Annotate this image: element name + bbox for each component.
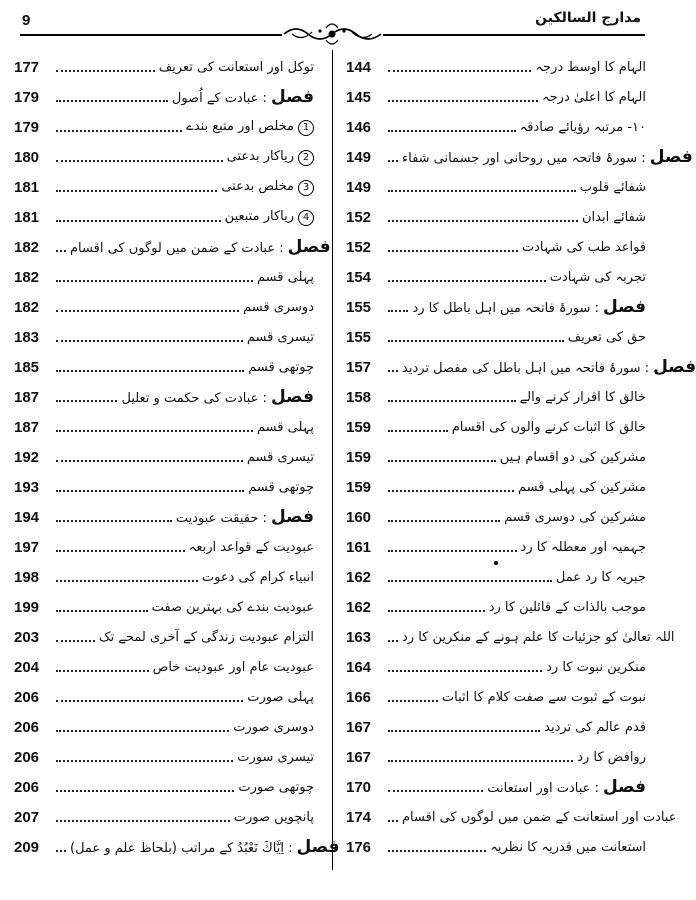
dot-leader: [56, 692, 243, 702]
toc-entry-title: [452, 420, 646, 435]
dot-leader: [56, 62, 155, 72]
fasl-label: فصل: [653, 357, 696, 377]
toc-page-number: 187: [14, 418, 40, 436]
toc-entry: [346, 112, 646, 142]
column-divider: [332, 50, 333, 870]
fasl-label: فصل: [270, 507, 314, 527]
toc-entry-text: پہلی صورت: [247, 689, 314, 705]
toc-page-number: 203: [14, 628, 40, 646]
toc-entry: [14, 442, 314, 472]
toc-page-number: 198: [14, 568, 40, 586]
toc-entry-title: [238, 780, 314, 795]
dot-leader: [56, 272, 253, 282]
toc-entry: [14, 472, 314, 502]
toc-entry: [14, 202, 314, 232]
toc-page-number: 149: [346, 148, 372, 166]
dot-leader: [388, 812, 398, 822]
toc-entry: [346, 322, 646, 352]
fasl-label: فصل: [287, 237, 331, 257]
dot-leader: [388, 422, 448, 432]
toc-page-number: 163: [346, 628, 372, 646]
toc-entry-title: [544, 720, 646, 735]
dot-leader: [388, 452, 496, 462]
toc-entry-text: : اِیَّاكَ نَعْبُدُ کے مراتب (بلحاظ علم و عمل): [70, 841, 293, 856]
toc-entry: [346, 412, 646, 442]
dot-leader: [56, 632, 95, 642]
toc-entry: [14, 772, 314, 802]
toc-entry-text: : سورۂ فاتحہ میں روحانی اور جسمانی شفاء: [402, 151, 646, 166]
toc-entry: [14, 742, 314, 772]
dot-leader: [56, 422, 253, 432]
toc-entry-title: [402, 630, 675, 645]
toc-page-number: 204: [14, 658, 40, 676]
toc-entry-text: ۱۰- مرتبہ رؤیائے صادقہ: [519, 119, 646, 135]
dot-leader: [388, 212, 578, 222]
toc-entry-text: جبریہ کا رد عمل: [555, 569, 646, 585]
toc-entry-title: [257, 420, 314, 435]
toc-entry-text: الہام کا اوسط درجہ: [535, 59, 646, 75]
toc-entry-title: [153, 660, 314, 675]
toc-entry: [14, 172, 314, 202]
toc-entry: [14, 802, 314, 832]
dot-leader: [388, 692, 438, 702]
dot-leader: [388, 152, 398, 162]
toc-entry: [346, 622, 675, 652]
toc-entry-title: [202, 570, 314, 585]
toc-entry-text: قواعد طب کی شہادت: [521, 239, 646, 255]
dot-leader: [388, 302, 408, 312]
toc-entry: [346, 52, 646, 82]
toc-entry-text: عبادت اور استعانت کے ضمن میں لوگوں کی اقسام: [402, 809, 677, 825]
toc-entry-title: [248, 480, 314, 495]
toc-entry-title: [189, 540, 314, 555]
toc-entry-title: [535, 60, 646, 75]
toc-page-number: 182: [14, 238, 40, 256]
toc-entry-text: مخلص بدعتی: [221, 178, 294, 194]
toc-entry: [14, 712, 314, 742]
circled-number: 2: [298, 150, 314, 166]
toc-entry-text: ریاکار متبعین: [224, 208, 294, 224]
toc-entry: [14, 52, 314, 82]
toc-page-number: 159: [346, 478, 372, 496]
toc-entry: [346, 712, 646, 742]
toc-entry: [14, 382, 314, 412]
toc-entry-text: تیسری قسم: [246, 329, 314, 345]
toc-page-number: 161: [346, 538, 372, 556]
toc-entry-title: [121, 387, 314, 407]
toc-entry: [346, 832, 646, 862]
toc-page-number: 162: [346, 598, 372, 616]
toc-entry-text: پہلی قسم: [257, 269, 314, 285]
toc-entry-text: تیسری سورت: [237, 749, 314, 765]
toc-entry-title: [402, 147, 693, 167]
toc-entry-title: [237, 750, 314, 765]
toc-entry-title: [487, 777, 646, 797]
dot-leader: [56, 392, 117, 402]
toc-entry-text: توکل اور استعانت کی تعریف: [158, 59, 314, 75]
toc-page-number: 197: [14, 538, 40, 556]
toc-entry-title: [442, 690, 646, 705]
toc-left-column: [14, 52, 340, 862]
toc-entry: [346, 292, 646, 322]
toc-entry: [346, 262, 646, 292]
toc-entry-title: [546, 660, 646, 675]
toc-entry-title: [243, 300, 314, 315]
toc-page-number: 187: [14, 388, 40, 406]
dot-leader: [388, 122, 516, 132]
dot-leader: [56, 662, 149, 672]
toc-entry-title: [522, 240, 646, 255]
toc-entry-text: مشرکین کی دوسری قسم: [504, 509, 646, 525]
dot-leader: [56, 362, 244, 372]
toc-page-number: 154: [346, 268, 372, 286]
toc-page-number: 160: [346, 508, 372, 526]
toc-entry: [14, 622, 314, 652]
dot-leader: [388, 542, 517, 552]
fasl-label: فصل: [649, 147, 693, 167]
dot-leader: [56, 782, 234, 792]
dot-leader: [56, 242, 66, 252]
toc-entry-text: دوسری صورت: [233, 719, 314, 735]
dot-leader: [388, 92, 538, 102]
toc-entry: [346, 772, 646, 802]
toc-page-number: 167: [346, 718, 372, 736]
toc-entry: [346, 592, 646, 622]
toc-entry-text: موجب بالذات کے قائلین کا رد: [488, 599, 646, 615]
circled-number: 3: [298, 180, 314, 196]
toc-entry: [346, 532, 646, 562]
toc-entry: [14, 562, 314, 592]
toc-entry-title: [577, 750, 646, 765]
toc-entry-title: [225, 209, 314, 226]
toc-page-number: 209: [14, 838, 40, 856]
dot-leader: [56, 482, 244, 492]
toc-page-number: 166: [346, 688, 372, 706]
toc-page-number: 179: [14, 118, 40, 136]
dot-leader: [56, 122, 182, 132]
toc-page-number: 206: [14, 748, 40, 766]
header-ornament-icon: [282, 18, 383, 48]
dot-leader: [56, 722, 229, 732]
toc-entry-title: [402, 810, 677, 825]
toc-entry-title: [172, 87, 314, 107]
toc-entry-text: شفائے ابدان: [581, 209, 646, 225]
toc-entry-title: [556, 570, 646, 585]
dot-leader: [56, 302, 239, 312]
toc-entry-text: : عبادت کی حکمت و تعلیل: [121, 391, 267, 406]
dot-leader: [388, 572, 552, 582]
toc-entry: [346, 232, 646, 262]
toc-entry: [14, 292, 314, 322]
toc-entry-title: [568, 330, 646, 345]
toc-entry: [14, 232, 331, 262]
toc-entry-title: [221, 179, 314, 196]
toc-entry-title: [70, 837, 340, 857]
dot-leader: [56, 752, 233, 762]
toc-entry-text: تیسری قسم: [246, 449, 314, 465]
dot-leader: [388, 182, 576, 192]
dot-leader: [388, 62, 531, 72]
toc-entry-text: تجربہ کی شہادت: [549, 269, 646, 285]
toc-page-number: 174: [346, 808, 372, 826]
toc-page-number: 155: [346, 328, 372, 346]
toc-right-column: [346, 52, 696, 862]
toc-entry-title: [412, 297, 646, 317]
toc-page-number: 207: [14, 808, 40, 826]
toc-entry-title: [500, 450, 646, 465]
toc-entry-text: مخلص اور متبع بندے: [186, 118, 294, 134]
toc-entry-text: استعانت میں قدریہ کا نظریہ: [490, 839, 646, 855]
toc-entry-text: جہمیہ اور معطلہ کا رد: [520, 539, 646, 555]
toc-entry-title: [99, 630, 314, 645]
toc-entry-title: [257, 270, 314, 285]
toc-entry: [14, 502, 314, 532]
toc-entry-text: منکرین نبوت کا رد: [546, 659, 646, 675]
toc-entry: [14, 82, 314, 112]
toc-entry: [346, 742, 646, 772]
toc-entry-text: شفائے قلوب: [579, 179, 646, 195]
toc-entry-text: ریاکار بدعتی: [226, 148, 294, 164]
book-title: مدارج السالكين: [535, 10, 641, 26]
toc-entry-text: قدم عالم کی تردید: [544, 719, 646, 735]
toc-entry-title: [247, 450, 314, 465]
toc-page-number: 167: [346, 748, 372, 766]
fasl-label: فصل: [602, 297, 646, 317]
toc-entry-text: عبودیت کے قواعد اربعہ: [188, 539, 314, 555]
toc-entry-title: [233, 720, 314, 735]
dot-leader: [388, 332, 564, 342]
toc-page-number: 158: [346, 388, 372, 406]
toc-entry-text: مشرکین کی دو اقسام ہیں: [499, 449, 646, 465]
toc-entry-title: [247, 690, 314, 705]
toc-entry-title: [176, 507, 314, 527]
dot-leader: [56, 842, 66, 852]
toc-entry-title: [504, 510, 646, 525]
toc-entry-text: اللہ تعالیٰ کو جزئیات کا علم ہونے کے منکرین کا رد: [402, 629, 675, 645]
dot-leader: [56, 182, 217, 192]
dot-leader: [388, 482, 514, 492]
toc-entry-text: حق کی تعریف: [567, 329, 646, 345]
dot-leader: [56, 152, 223, 162]
toc-page-number: 183: [14, 328, 40, 346]
toc-page-number: 155: [346, 298, 372, 316]
toc-entry: [346, 652, 646, 682]
dot-leader: [56, 602, 148, 612]
toc-page-number: 162: [346, 568, 372, 586]
page-header: [0, 0, 665, 46]
toc-page-number: 194: [14, 508, 40, 526]
toc-page-number: 181: [14, 208, 40, 226]
toc-entry: [346, 502, 646, 532]
toc-page-number: 170: [346, 778, 372, 796]
toc-entry-title: [518, 480, 646, 495]
dot-leader: [56, 212, 221, 222]
toc-page-number: 159: [346, 418, 372, 436]
dot-leader: [388, 842, 486, 852]
toc-page-number: 206: [14, 718, 40, 736]
toc-page-number: 192: [14, 448, 40, 466]
toc-entry-text: : حقیقت عبودیت: [175, 511, 267, 526]
toc-entry-text: عبودیت عام اور عبودیت خاص: [152, 659, 314, 675]
toc-entry-text: روافض کا رد: [577, 749, 646, 765]
toc-entry-title: [234, 810, 314, 825]
header-rule-left: [20, 34, 282, 36]
toc-entry: [14, 592, 314, 622]
fasl-label: فصل: [270, 387, 314, 407]
toc-entry-title: [582, 210, 646, 225]
toc-entry: [14, 322, 314, 352]
toc-entry: [346, 802, 677, 832]
dot-leader: [56, 92, 168, 102]
dot-leader: [388, 632, 398, 642]
dot-leader: [388, 512, 500, 522]
toc-entry-title: [247, 330, 314, 345]
toc-entry-text: چوتھی صورت: [238, 779, 314, 795]
toc-entry-text: خالق کا اقرار کرنے والے: [519, 389, 646, 405]
toc-entry-text: : عبادت کے اُصول: [171, 91, 267, 106]
toc-entry-text: چوتھی قسم: [248, 359, 314, 375]
header-rule-right: [383, 34, 645, 36]
toc-page-number: 199: [14, 598, 40, 616]
toc-entry: [14, 832, 340, 862]
toc-entry: [14, 682, 314, 712]
fasl-label: فصل: [270, 87, 314, 107]
toc-page-number: 145: [346, 88, 372, 106]
dot-leader: [388, 362, 398, 372]
toc-entry-title: [580, 180, 646, 195]
dot-leader: [56, 572, 198, 582]
toc-page-number: 206: [14, 778, 40, 796]
toc-page-number: 176: [346, 838, 372, 856]
toc-page-number: 152: [346, 208, 372, 226]
toc-entry-text: عبودیت بندے کی بہترین صفت: [151, 599, 314, 615]
toc-entry-title: [490, 840, 646, 855]
toc-entry-text: : عبادت اور استعانت: [487, 781, 599, 796]
toc-page-number: 179: [14, 88, 40, 106]
toc-entry: [346, 442, 646, 472]
toc-entry-text: دوسری قسم: [243, 299, 314, 315]
toc-entry: [346, 202, 646, 232]
dot-leader: [56, 452, 243, 462]
circled-number: 1: [298, 120, 314, 136]
dot-leader: [388, 602, 485, 612]
toc-entry-text: پہلی قسم: [257, 419, 314, 435]
toc-entry-title: [489, 600, 646, 615]
toc-entry: [346, 682, 646, 712]
toc-entry-title: [159, 60, 314, 75]
toc-entry-text: چوتھی قسم: [248, 479, 314, 495]
toc-entry-title: [521, 540, 646, 555]
toc-entry-text: : سورۂ فاتحہ میں اہل باطل کا رد: [412, 301, 599, 316]
dot-leader: [388, 782, 483, 792]
toc-entry: [14, 412, 314, 442]
dot-leader: [388, 242, 518, 252]
toc-entry-text: مشرکین کی پہلی قسم: [517, 479, 646, 495]
toc-page-number: 157: [346, 358, 372, 376]
toc-page-number: 164: [346, 658, 372, 676]
dot-leader: [388, 662, 542, 672]
toc-page-number: 144: [346, 58, 372, 76]
toc-entry: [14, 532, 314, 562]
toc-entry: [346, 142, 693, 172]
toc-entry: [14, 262, 314, 292]
toc-entry-title: [70, 237, 331, 257]
toc-entry: [14, 112, 314, 142]
toc-page-number: 146: [346, 118, 372, 136]
toc-entry-text: خالق کا اثبات کرنے والوں کی اقسام: [451, 419, 646, 435]
toc-page-number: 159: [346, 448, 372, 466]
toc-page-number: 206: [14, 688, 40, 706]
toc-entry-text: پانچویں صورت: [233, 809, 314, 825]
dot-leader: [56, 332, 243, 342]
toc-entry: [14, 142, 314, 172]
dot-leader: [56, 812, 230, 822]
toc-entry: [346, 172, 646, 202]
toc-page-number: 177: [14, 58, 40, 76]
toc-entry-title: [248, 360, 314, 375]
dot-leader: [56, 542, 185, 552]
toc-entry-text: : عبادت کے ضمن میں لوگوں کی اقسام: [70, 241, 284, 256]
toc-entry-title: [520, 120, 646, 135]
toc-entry-title: [152, 600, 314, 615]
dot-leader: [388, 722, 540, 732]
dot-leader: [388, 752, 573, 762]
toc-entry-text: انبیاء کرام کی دعوت: [201, 569, 314, 585]
toc-page-number: 181: [14, 178, 40, 196]
circled-number: 4: [298, 210, 314, 226]
toc-entry-text: التزام عبودیت زندگی کے آخری لمحے تک: [99, 629, 314, 645]
toc-entry-title: [542, 90, 646, 105]
toc-entry-title: [227, 149, 314, 166]
fasl-label: فصل: [602, 777, 646, 797]
toc-entry-title: [550, 270, 646, 285]
toc-entry-title: [186, 119, 314, 136]
toc-entry: [346, 382, 646, 412]
stray-dot: [494, 561, 498, 565]
toc-entry: [346, 472, 646, 502]
toc-entry: [346, 82, 646, 112]
toc-entry-text: : سورۂ فاتحہ میں اہل باطل کی مفصل تردید: [402, 361, 650, 376]
toc-entry-text: الہام کا اعلیٰ درجہ: [542, 89, 646, 105]
toc-entry: [346, 562, 646, 592]
dot-leader: [388, 392, 516, 402]
toc-page-number: 180: [14, 148, 40, 166]
toc-page-number: 182: [14, 268, 40, 286]
toc-entry-title: [520, 390, 646, 405]
page-number: 9: [22, 12, 31, 29]
dot-leader: [56, 512, 172, 522]
toc-entry-text: نبوت کے ثبوت سے صفت کلام کا اثبات: [441, 689, 646, 705]
toc-entry-title: [402, 357, 696, 377]
toc-page-number: 182: [14, 298, 40, 316]
toc-entry: [14, 352, 314, 382]
dot-leader: [388, 272, 546, 282]
toc-page-number: 185: [14, 358, 40, 376]
toc-page-number: 193: [14, 478, 40, 496]
toc-page-number: 152: [346, 238, 372, 256]
toc-page-number: 149: [346, 178, 372, 196]
toc-entry: [14, 652, 314, 682]
fasl-label: فصل: [296, 837, 340, 857]
toc-entry: [346, 352, 696, 382]
